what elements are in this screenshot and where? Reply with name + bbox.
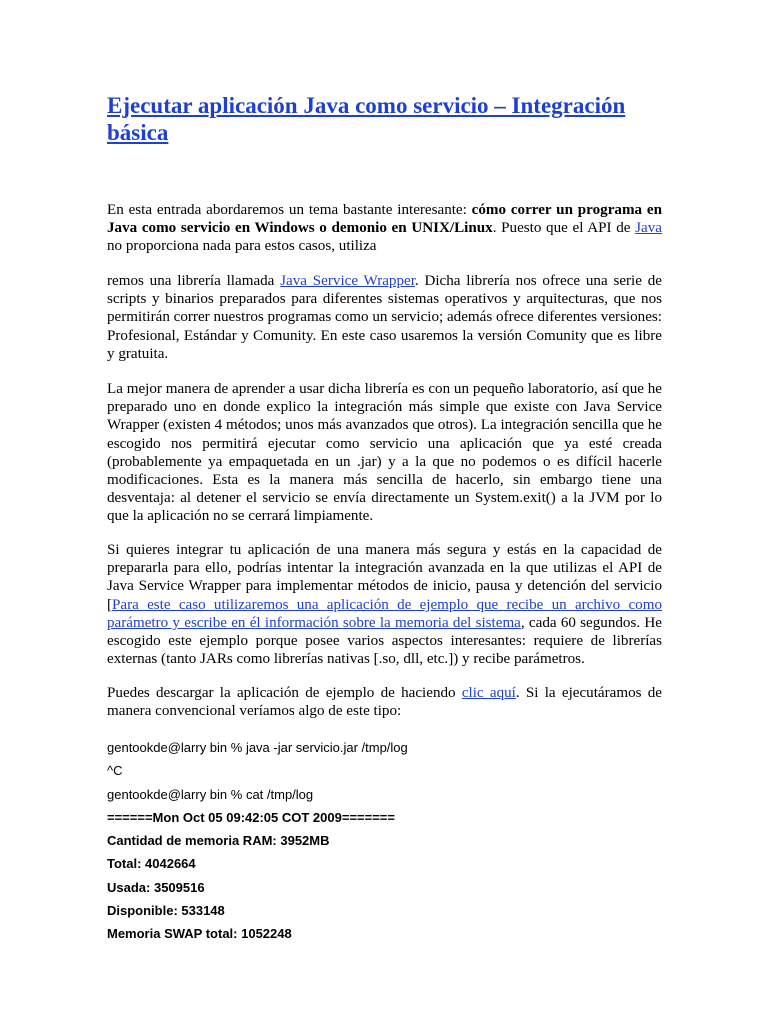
library-text-2: . Dicha librería nos ofrece una serie de scripts y binarios preparados para diferentes sistemas operativos y arquitecturas, que nos permitirán correr nuestros programas como un servicio; además ofrece diferentes versiones: Profesional, Estándar y Comunity. En este caso usaremos la versión Comunity que es libre y gratuita.: [107, 273, 662, 362]
console-line: Disponible: 533148: [107, 903, 225, 919]
intro-text-2: . Puesto que el API de: [492, 220, 636, 237]
console-line: gentookde@larry bin % cat /tmp/log: [107, 786, 314, 802]
library-paragraph: [107, 272, 662, 363]
intro-bold-text: cómo correr un programa en Java como servicio en Windows o demonio en UNIX/Linux: [107, 202, 662, 237]
intro-text-1: En esta entrada abordaremos un tema bastante interesante:: [107, 202, 472, 218]
console-line: ^C: [107, 763, 123, 779]
console-line: ======Mon Oct 05 09:42:05 COT 2009=======: [107, 809, 395, 825]
advanced-text-2: , cada 60 segundos. He escogido este ejemplo porque posee varios aspectos interesantes: requiere de librerías externas (tanto JARs como librerías nativas [.so, dll, etc.]) y recibe parámetros.: [107, 614, 662, 668]
download-text-2: . Si la ejecutáramos de manera convencional veríamos algo de este tipo:: [107, 685, 663, 720]
console-line: Total: 4042664: [107, 856, 196, 872]
intro-text-3: no proporciona nada para estos casos, utiliza: [107, 238, 377, 255]
java-service-wrapper-link[interactable]: Java Service Wrapper: [280, 273, 415, 289]
console-line: Memoria SWAP total: 1052248: [107, 926, 292, 942]
download-link[interactable]: clic aquí: [461, 685, 516, 701]
advanced-text-1: Si quieres integrar tu aplicación de una manera más segura y estás en la capacidad de prepararla para ello, podrías intentar la integración avanzada en la que utilizas el API de Java Service Wrapper para implementar métodos de inicio, pausa y detención del servicio [: [107, 542, 662, 613]
console-output: [107, 736, 408, 946]
advanced-paragraph: [107, 541, 662, 668]
intro-paragraph: [107, 201, 662, 256]
console-line: Cantidad de memoria RAM: 3952MB: [107, 833, 330, 849]
page-title[interactable]: Ejecutar aplicación Java como servicio – Integración básica: [107, 93, 626, 145]
console-line: gentookde@larry bin % java -jar servicio.jar /tmp/log: [107, 740, 408, 755]
console-line: Usada: 3509516: [107, 879, 205, 895]
library-text-1: remos una librería llamada: [107, 273, 281, 289]
download-text-1: Puedes descargar la aplicación de ejemplo de haciendo: [107, 685, 462, 701]
lab-paragraph: La mejor manera de aprender a usar dicha librería es con un pequeño laboratorio, así que he preparado uno en donde explico la integración más simple que existe con Java Service Wrapper (existen 4 métodos; unos más avanzados que otros). La integración sencilla que he escogido nos permitirá ejecutar como servicio una aplicación que ya esté creada (probablemente ya empaquetada en un .jar) y a la que no podemos o es difícil hacerle modificaciones. Esta es la manera más sencilla de hacerlo, sin embargo tiene una desventaja: al detener el servicio se envía directamente un System.exit() a la JVM por lo que la aplicación no se cerrará limpiamente.: [107, 381, 662, 525]
download-paragraph: [107, 684, 662, 720]
java-link[interactable]: Java: [635, 220, 662, 237]
example-app-link[interactable]: Para este caso utilizaremos una aplicación de ejemplo que recibe un archivo como parámetro y escribe en él información sobre la memoria del sistema: [107, 596, 662, 631]
